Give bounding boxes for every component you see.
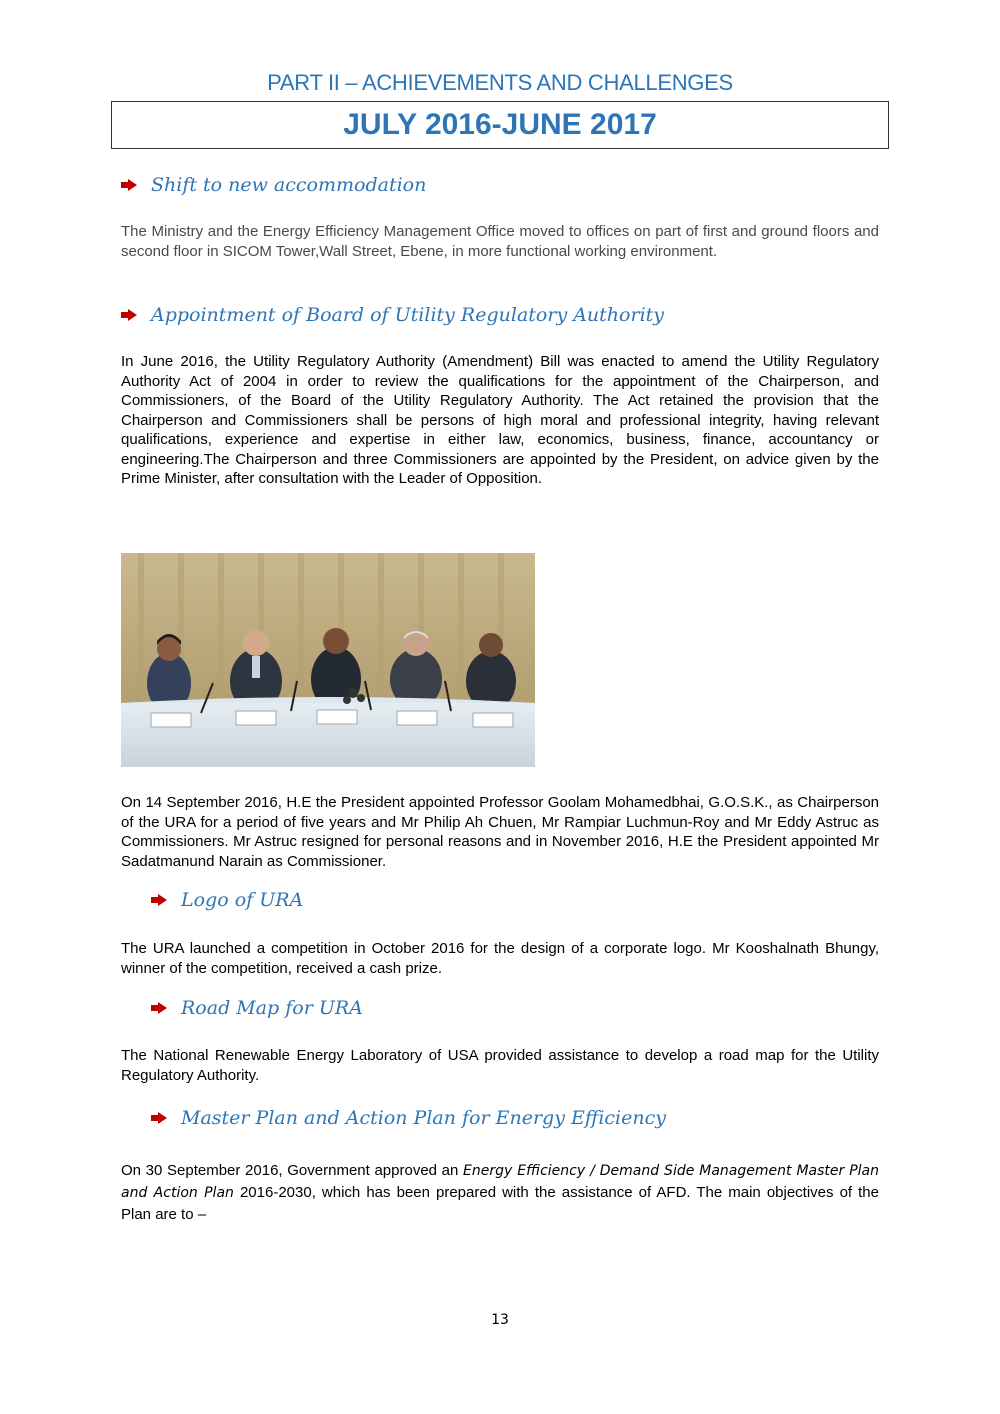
- masterplan-text-before: On 30 September 2016, Government approved an: [121, 1162, 464, 1179]
- paragraph-accommodation: The Ministry and the Energy Efficiency Management Office moved to offices on part of first and ground floors and second floor in SICOM Tower,Wall Street, Ebene, in more functional working environment.: [121, 223, 879, 260]
- board-meeting-photo: [121, 553, 535, 767]
- masterplan-plan-title: Energy Efficiency / Demand Side Management Master Plan and Action Plan: [121, 1163, 879, 1201]
- section-heading-roadmap: [151, 997, 363, 1019]
- paragraph-appointment: On 14 September 2016, H.E the President appointed Professor Goolam Mohamedbhai, G.O.S.K., as Chairperson of the URA for a period of five years and Mr Philip Ah Chuen, Mr Rampiar Luchmun-Roy and Mr Eddy Astruc as Commissioners. Mr Astruc resigned for personal reasons and in November 2016, H.E the President appointed Mr Sadatmanund Narain as Commissioner.: [121, 794, 879, 870]
- part-title: PART II – ACHIEVEMENTS AND CHALLENGES: [267, 70, 733, 95]
- arrow-bullet-icon: [121, 309, 137, 321]
- masterplan-text-after: 2016-2030, which has been prepared with the assistance of AFD. The main objectives of the Plan are to –: [121, 1184, 879, 1223]
- period-box: [111, 101, 889, 149]
- section-heading-board: [121, 304, 664, 326]
- paragraph-logo: The URA launched a competition in October 2016 for the design of a corporate logo. Mr Kooshalnath Bhungy, winner of the competition, received a cash prize.: [121, 940, 879, 977]
- heading-text: Appointment of Board of Utility Regulatory Authority: [151, 304, 665, 326]
- section-heading-masterplan: [151, 1107, 666, 1129]
- heading-text: Shift to new accommodation: [151, 174, 427, 196]
- paragraph-masterplan: [121, 1160, 879, 1226]
- heading-text: Road Map for URA: [181, 997, 363, 1019]
- heading-text: Master Plan and Action Plan for Energy Efficiency: [181, 1107, 666, 1129]
- paragraph-roadmap: The National Renewable Energy Laboratory of USA provided assistance to develop a road map for the Utility Regulatory Authority.: [121, 1047, 879, 1084]
- arrow-bullet-icon: [151, 1112, 167, 1124]
- page-number: 13: [491, 1312, 509, 1328]
- period-title: JULY 2016-JUNE 2017: [343, 108, 657, 141]
- arrow-bullet-icon: [121, 179, 137, 191]
- section-heading-logo: [151, 889, 303, 911]
- section-heading-accommodation: [121, 174, 426, 196]
- paragraph-board: In June 2016, the Utility Regulatory Authority (Amendment) Bill was enacted to amend the Utility Regulatory Authority Act of 2004 in order to review the qualifications for the appointment of the Chairperson, and Commissioners, of the Board of the Utility Regulatory Authority. The Act retained the provision that the Chairperson and Commissioners shall be persons of high moral and professional integrity, having relevant qualifications, experience and expertise in either law, economics, business, finance, accountancy or engineering.The Chairperson and three Commissioners are appointed by the President, on advice given by the Prime Minister, after consultation with the Leader of Opposition.: [121, 353, 879, 487]
- arrow-bullet-icon: [151, 1002, 167, 1014]
- arrow-bullet-icon: [151, 894, 167, 906]
- heading-text: Logo of URA: [181, 889, 304, 911]
